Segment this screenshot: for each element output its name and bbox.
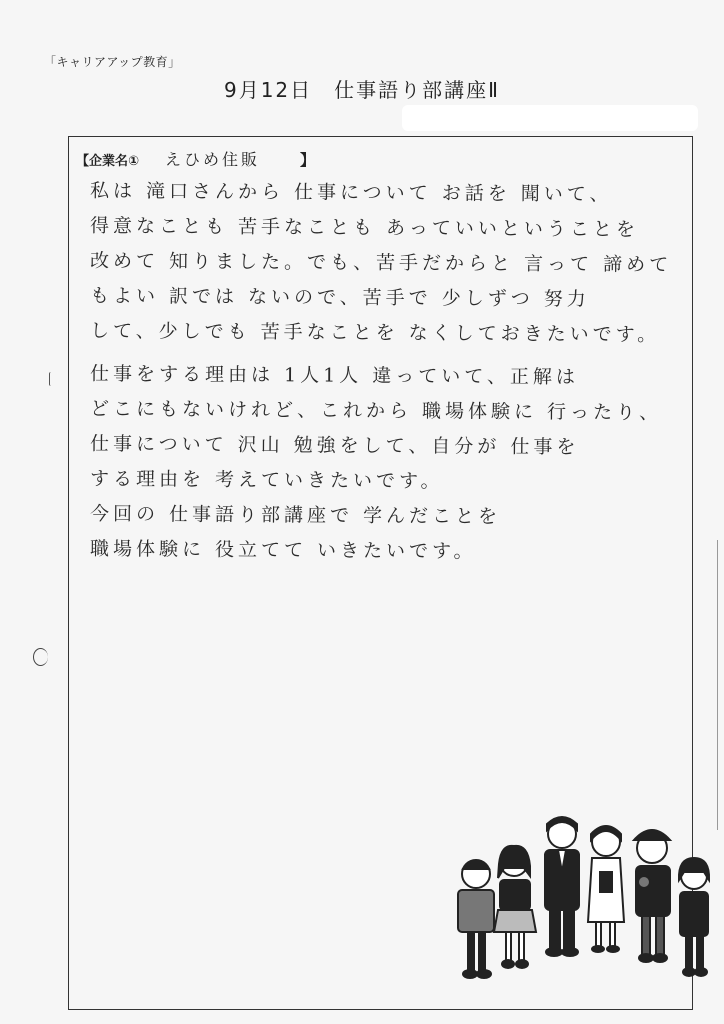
person-icon (634, 830, 670, 962)
person-icon (545, 817, 579, 956)
essay-line: 得意なことも 苦手なことも あっていいということを (89, 214, 639, 241)
company-name: えひめ住販 (165, 150, 261, 169)
essay-line: 改めて 知りました。でも、苦手だからと 言って 諦めて (89, 249, 673, 276)
handwritten-essay (90, 176, 686, 569)
essay-line: 職場体験に 役立てて いきたいです。 (89, 537, 477, 563)
person-icon (588, 826, 624, 952)
company-field (76, 147, 315, 170)
redacted-name-area (402, 105, 698, 131)
essay-line: する理由を 考えていきたいです。 (89, 467, 444, 493)
person-icon (679, 858, 709, 976)
person-icon (494, 846, 536, 968)
group-of-workers-illustration (446, 812, 716, 992)
course-tag: 「キャリアアップ教育」 (44, 55, 181, 69)
margin-tick-mark (49, 372, 53, 386)
essay-line: して、少しでも 苦手なことを なくしておきたいです。 (89, 319, 661, 346)
page-title: 9月12日 仕事語り部講座Ⅱ (223, 78, 501, 102)
person-icon (458, 860, 494, 978)
essay-line: もよい 訳では ないので、苦手で 少しずつ 努力 (89, 284, 590, 311)
essay-line: 仕事について 沢山 勉強をして、自分が 仕事を (89, 432, 580, 459)
company-bracket-close: 】 (300, 151, 316, 169)
company-label: 【企業名① (76, 154, 140, 169)
essay-line: どこにもないけれど、これから 職場体験に 行ったり、 (89, 397, 663, 424)
punch-hole-mark (33, 648, 48, 666)
scan-edge-line (717, 540, 718, 830)
essay-line: 私は 滝口さんから 仕事について お話を 聞いて、 (89, 179, 613, 206)
essay-line: 仕事をする理由は 1人1人 違っていて、正解は (89, 362, 579, 389)
essay-line: 今回の 仕事語り部講座で 学んだことを (89, 502, 502, 528)
